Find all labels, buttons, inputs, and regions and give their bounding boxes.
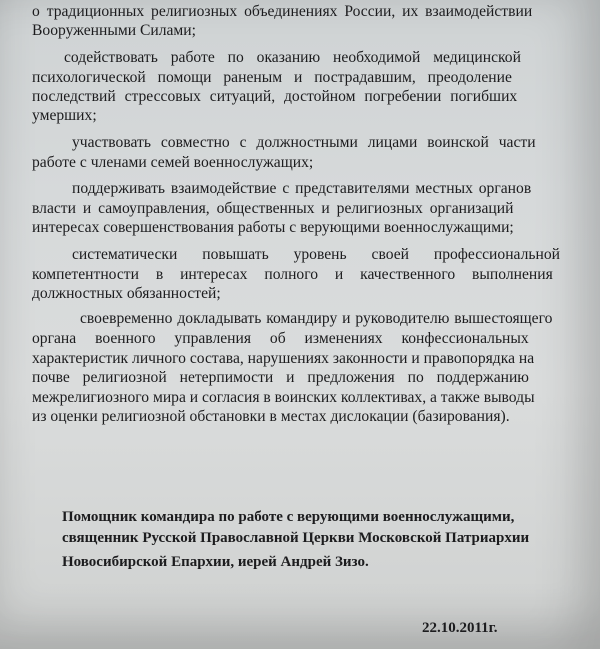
body-line-7: участвовать совместно с должностными лицами воинской части [72, 134, 536, 151]
body-line-17: характеристик личного состава, нарушениях законности и правопорядка на [32, 350, 535, 367]
signature-line-3: Новосибирской Епархии, иерей Андрей Зизо. [62, 554, 369, 570]
body-line-20: из оценки религиозной обстановки в местах дислокации (базирования). [32, 408, 510, 425]
body-line-5: последствий стрессовых ситуаций, достойном погребении погибших [32, 88, 518, 105]
signature-line-1: Помощник командира по работе с верующими военнослужащими, [62, 509, 515, 525]
body-line-12: систематически повышать уровень своей профессиональной [72, 246, 560, 263]
body-line-4: психологической помощи раненым и пострадавшим, преодоление [32, 69, 512, 86]
body-line-15: своевременно докладывать командиру и руководителю вышестоящего [80, 310, 553, 327]
body-line-9: поддерживать взаимодействие с представителями местных органов [72, 180, 532, 197]
body-line-18: почве религиозной нетерпимости и предложения по поддержанию [32, 369, 529, 386]
body-line-14: должностных обязанностей; [32, 285, 221, 302]
signature-line-2: священник Русской Православной Церкви Московской Патриархии [62, 530, 530, 546]
body-line-1: о традиционных религиозных объединениях России, их взаимодействии [32, 3, 533, 20]
body-line-19: межрелигиозного мира и согласия в воинских коллективах, а также выводы [32, 389, 535, 406]
body-line-8: работе с членами семей военнослужащих; [32, 154, 314, 171]
document-date: 22.10.2011г. [422, 620, 498, 636]
body-line-11: интересах совершенствования работы с верующими военнослужащими; [32, 219, 514, 236]
body-line-6: умерших; [32, 107, 97, 124]
body-line-3: содействовать работе по оказанию необходимой медицинской [64, 49, 521, 66]
body-line-13: компетентности в интересах полного и качественного выполнения [32, 266, 553, 283]
body-line-2: Вооруженными Силами; [32, 22, 196, 39]
body-line-10: власти и самоуправления, общественных и религиозных организаций [32, 200, 514, 217]
body-line-16: органа военного управления об изменениях конфессиональных [32, 330, 529, 347]
